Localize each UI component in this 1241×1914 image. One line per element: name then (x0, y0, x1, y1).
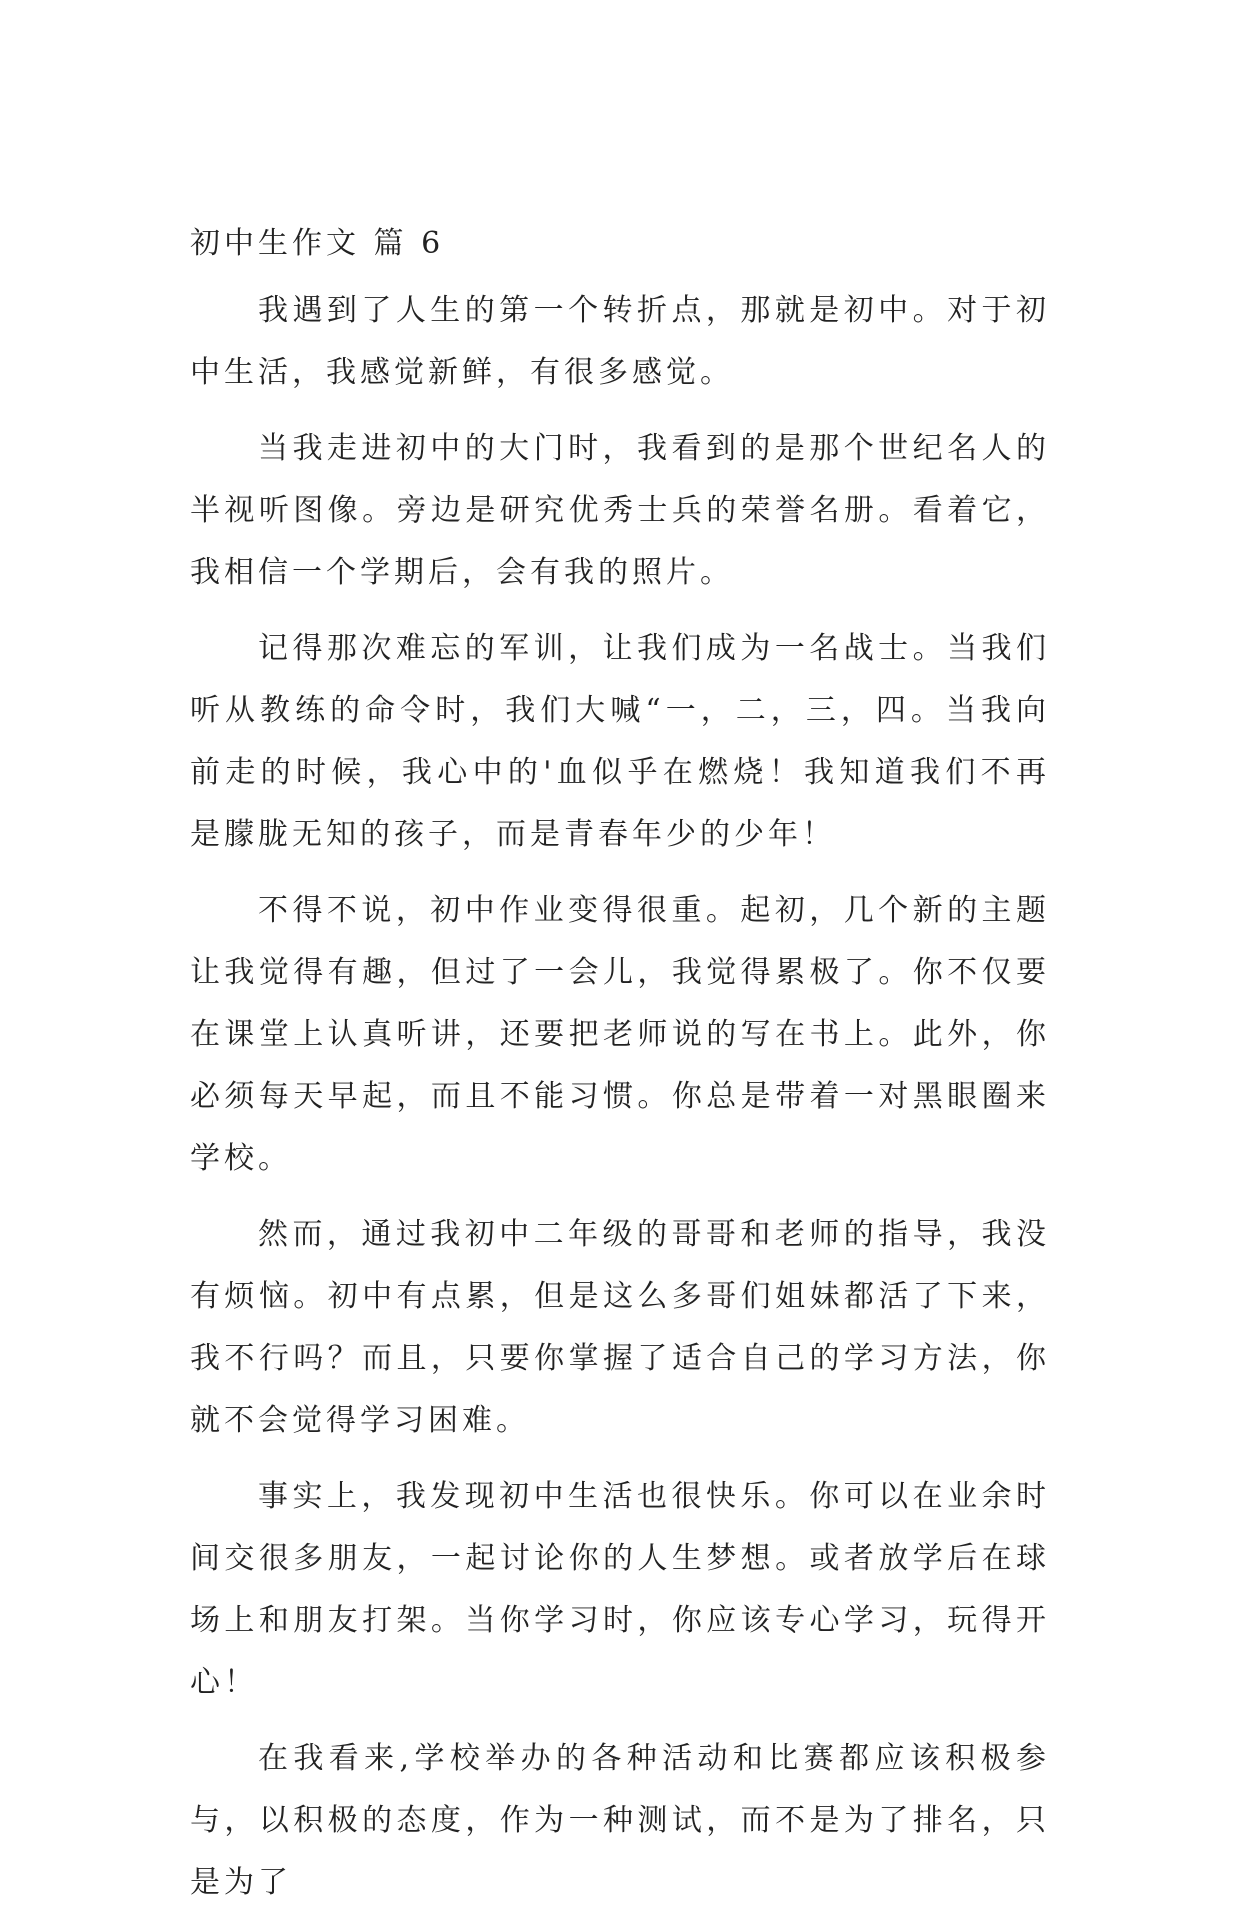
essay-title: 初中生作文 篇 6 (190, 226, 445, 261)
paragraph-2: 当我走进初中的大门时，我看到的是那个世纪名人的半视听图像。旁边是研究优秀士兵的荣誉名册。看着它，我相信一个学期后，会有我的照片。 (190, 431, 1050, 590)
paragraph-6: 事实上，我发现初中生活也很快乐。你可以在业余时间交很多朋友，一起讨论你的人生梦想。或者放学后在球场上和朋友打架。当你学习时，你应该专心学习，玩得开心！ (190, 1479, 1050, 1700)
paragraph-1: 我遇到了人生的第一个转折点，那就是初中。对于初中生活，我感觉新鲜，有很多感觉。 (190, 293, 1050, 390)
paragraph-7: 在我看来,学校举办的各种活动和比赛都应该积极参与，以积极的态度，作为一种测试，而不是为了排名，只是为了 (190, 1741, 1050, 1900)
paragraph-5: 然而，通过我初中二年级的哥哥和老师的指导，我没有烦恼。初中有点累，但是这么多哥们姐妹都活了下来，我不行吗？而且，只要你掌握了适合自己的学习方法，你就不会觉得学习困难。 (190, 1217, 1050, 1438)
paragraph-4: 不得不说，初中作业变得很重。起初，几个新的主题让我觉得有趣，但过了一会儿，我觉得累极了。你不仅要在课堂上认真听讲，还要把老师说的写在书上。此外，你必须每天早起，而且不能习惯。你总是带着一对黑眼圈来学校。 (190, 893, 1050, 1176)
paragraph-3: 记得那次难忘的军训，让我们成为一名战士。当我们听从教练的命令时，我们大喊“一，二，三，四。当我向前走的时候，我心中的'血似乎在燃烧！我知道我们不再是朦胧无知的孩子，而是青春年少的少年！ (190, 631, 1050, 852)
document-body (190, 222, 1050, 1914)
